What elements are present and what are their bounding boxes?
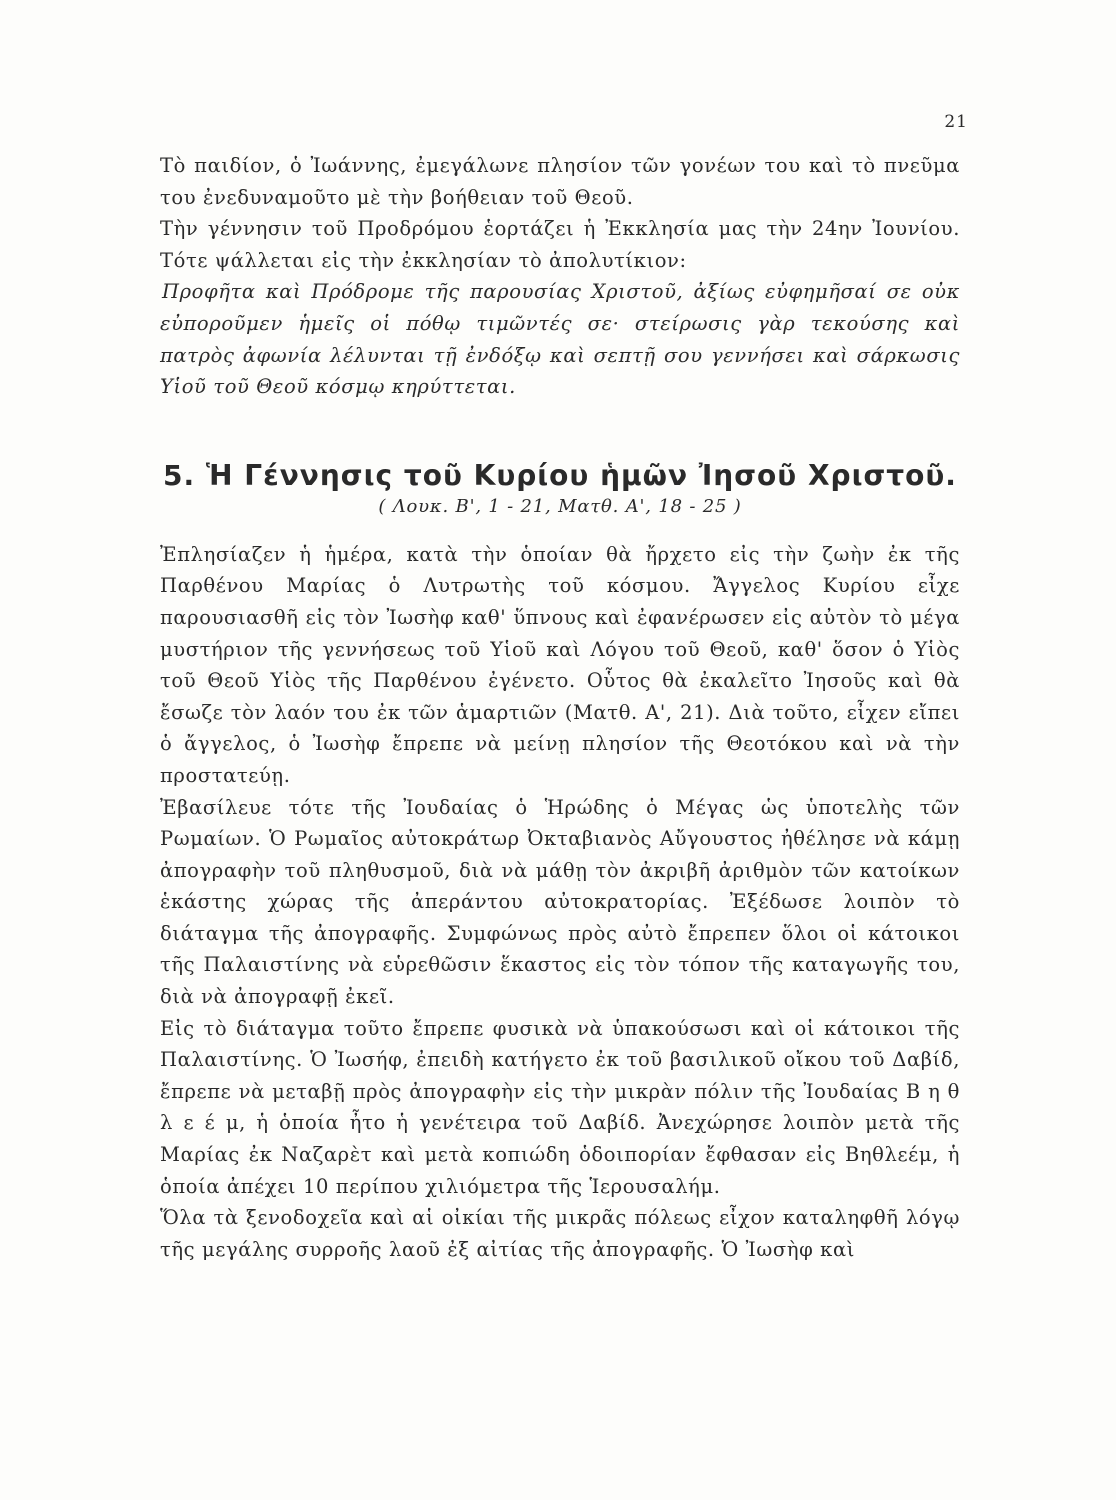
body-paragraph-3: Εἰς τὸ διάταγμα τοῦτο ἔπρεπε φυσικὰ νὰ ὑπακούσωσι καὶ οἱ κάτοικοι τῆς Παλαιστίνης. Ὁ Ἰωσήφ, ἐπειδὴ κατήγετο ἐκ τοῦ βασιλικοῦ οἴκου τοῦ Δαβίδ, ἔπρεπε νὰ μεταβῇ πρὸς ἀπογραφὴν εἰς τὴν μικρὰν πόλιν τῆς Ἰουδαίας Β η θ λ ε έ μ, ἡ ὁποία ἦτο ἡ γενέτειρα τοῦ Δαβίδ. Ἀνεχώρησε λοιπὸν μετὰ τῆς Μαρίας ἐκ Ναζαρὲτ καὶ μετὰ κοπιώδη ὁδοιπορίαν ἔφθασαν εἰς Βηθλεέμ, ἡ ὁποία ἀπέχει 10 περίπου χιλιόμετρα τῆς Ἱερουσαλήμ. <box>160 1016 960 1198</box>
section-title: 5. Ἡ Γέννησις τοῦ Κυρίου ἡμῶν Ἰησοῦ Χριστοῦ. <box>163 458 957 492</box>
intro-paragraph-2: Τὴν γέννησιν τοῦ Προδρόμου ἑορτάζει ἡ Ἐκκλησία μας τὴν 24ην Ἰουνίου. Τότε ψάλλεται εἰς τὴν ἐκκλησίαν τὸ ἀπολυτίκιον: <box>160 217 960 272</box>
page-content <box>160 150 960 1265</box>
intro-paragraph-1: Τὸ παιδίον, ὁ Ἰωάννης, ἐμεγάλωνε πλησίον τῶν γονέων του καὶ τὸ πνεῦμα του ἐνεδυναμοῦτο μὲ τὴν βοήθειαν τοῦ Θεοῦ. <box>160 154 960 209</box>
scripture-reference: ( Λουκ. Β', 1 - 21, Ματθ. Α', 18 - 25 ) <box>378 495 742 517</box>
apolytikion-hymn: Προφῆτα καὶ Πρόδρομε τῆς παρουσίας Χριστοῦ, ἀξίως εὐφημῆσαί σε οὐκ εὐποροῦμεν ἡμεῖς οἱ πόθῳ τιμῶντές σε· στείρωσις γὰρ τεκούσης καὶ πατρὸς ἀφωνία λέλυνται τῇ ἐνδόξῳ καὶ σεπτῇ σου γεννήσει καὶ σάρκωσις Υἱοῦ τοῦ Θεοῦ κόσμῳ κηρύττεται. <box>160 280 960 399</box>
body-paragraph-2: Ἐβασίλευε τότε τῆς Ἰουδαίας ὁ Ἡρώδης ὁ Μέγας ὡς ὑποτελὴς τῶν Ρωμαίων. Ὁ Ρωμαῖος αὐτοκράτωρ Ὀκταβιανὸς Αὔγουστος ἠθέλησε νὰ κάμῃ ἀπογραφὴν τοῦ πληθυσμοῦ, διὰ νὰ μάθῃ τὸν ἀκριβῆ ἀριθμὸν τῶν κατοίκων ἑκάστης χώρας τῆς ἀπεράντου αὐτοκρατορίας. Ἐξέδωσε λοιπὸν τὸ διάταγμα τῆς ἀπογραφῆς. Συμφώνως πρὸς αὐτὸ ἔπρεπεν ὅλοι οἱ κάτοικοι τῆς Παλαιστίνης νὰ εὑρεθῶσιν ἕκαστος εἰς τὸν τόπον τῆς καταγωγῆς του, διὰ νὰ ἀπογραφῇ ἐκεῖ. <box>160 795 960 1009</box>
page-number: 21 <box>944 112 968 132</box>
body-paragraph-4: Ὅλα τὰ ξενοδοχεῖα καὶ αἱ οἰκίαι τῆς μικρᾶς πόλεως εἶχον καταληφθῆ λόγῳ τῆς μεγάλης συρροῆς λαοῦ ἐξ αἰτίας τῆς ἀπογραφῆς. Ὁ Ἰωσὴφ καὶ <box>160 1206 960 1261</box>
body-paragraph-1: Ἐπλησίαζεν ἡ ἡμέρα, κατὰ τὴν ὁποίαν θὰ ἤρχετο εἰς τὴν ζωὴν ἐκ τῆς Παρθένου Μαρίας ὁ Λυτρωτὴς τοῦ κόσμου. Ἄγγελος Κυρίου εἶχε παρουσιασθῆ εἰς τὸν Ἰωσὴφ καθ' ὕπνους καὶ ἐφανέρωσεν εἰς αὐτὸν τὸ μέγα μυστήριον τῆς γεννήσεως τοῦ Υἱοῦ καὶ Λόγου τοῦ Θεοῦ, καθ' ὅσον ὁ Υἱὸς τοῦ Θεοῦ Υἱὸς τῆς Παρθένου ἐγένετο. Οὗτος θὰ ἐκαλεῖτο Ἰησοῦς καὶ θὰ ἔσωζε τὸν λαόν του ἐκ τῶν ἁμαρτιῶν (Ματθ. Α', 21). Διὰ τοῦτο, εἶχεν εἴπει ὁ ἄγγελος, ὁ Ἰωσὴφ ἔπρεπε νὰ μείνῃ πλησίον τῆς Θεοτόκου καὶ νὰ τὴν προστατεύῃ. <box>160 542 960 787</box>
